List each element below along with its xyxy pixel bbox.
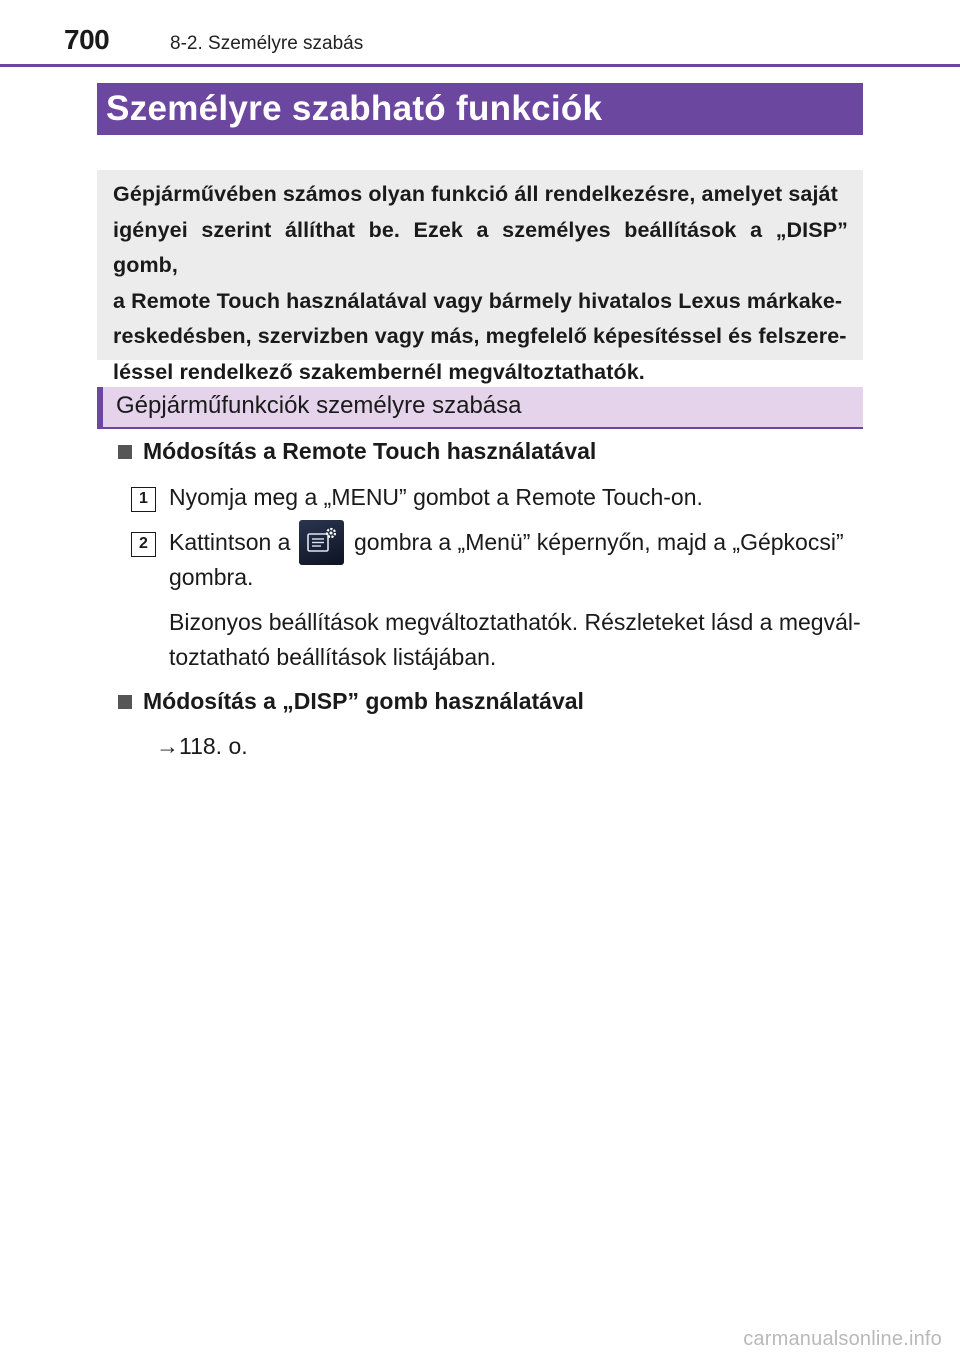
intro-line: reskedésben, szervizben vagy más, megfelelő képesítéssel és felszere- xyxy=(113,324,847,348)
square-bullet-icon xyxy=(118,445,132,459)
settings-menu-icon xyxy=(299,520,344,565)
section-reference: 8-2. Személyre szabás xyxy=(170,33,364,54)
section-heading-disp xyxy=(118,688,584,715)
step-2-text-continued: gombra. xyxy=(169,564,254,590)
page-title: Személyre szabható funkciók xyxy=(106,89,603,128)
section-heading-remote-touch xyxy=(118,438,596,465)
step-number-badge: 1 xyxy=(131,487,156,512)
step-1-text: Nyomja meg a „MENU” gombot a Remote Touch-on. xyxy=(169,484,703,510)
page-reference-link[interactable]: →118. o. xyxy=(156,733,248,759)
square-bullet-icon xyxy=(118,695,132,709)
page-number: 700 xyxy=(64,24,110,55)
header-divider xyxy=(0,64,960,67)
step-2-text-before-icon: Kattintson a xyxy=(169,529,291,555)
note-line: Bizonyos beállítások megváltoztathatók. Részleteket lásd a megvál- xyxy=(169,609,861,635)
intro-line: léssel rendelkező szakembernél megváltoztathatók. xyxy=(113,359,645,384)
watermark: carmanualsonline.info xyxy=(743,1328,942,1350)
intro-line: a Remote Touch használatával vagy bármely hivatalos Lexus márkake- xyxy=(113,288,843,313)
title-bar xyxy=(97,83,863,135)
step-number-badge: 2 xyxy=(131,532,156,557)
note-line: toztatható beállítások listájában. xyxy=(169,644,497,670)
section-heading-text: Módosítás a „DISP” gomb használatával xyxy=(143,688,584,714)
step-2-text-after-icon: gombra a „Menü” képernyőn, majd a „Gépkocsi” xyxy=(354,529,844,555)
page-header xyxy=(0,0,960,68)
intro-box xyxy=(97,170,863,384)
intro-line: Gépjárművében számos olyan funkció áll rendelkezésre, amelyet saját xyxy=(113,182,838,206)
intro-line: igényei szerint állíthat be. Ezek a személyes beállítások a „DISP” gomb, xyxy=(113,217,848,277)
subheading: Gépjárműfunkciók személyre szabása xyxy=(116,392,522,419)
subheading-bar xyxy=(97,387,863,429)
section-heading-text: Módosítás a Remote Touch használatával xyxy=(143,438,597,464)
